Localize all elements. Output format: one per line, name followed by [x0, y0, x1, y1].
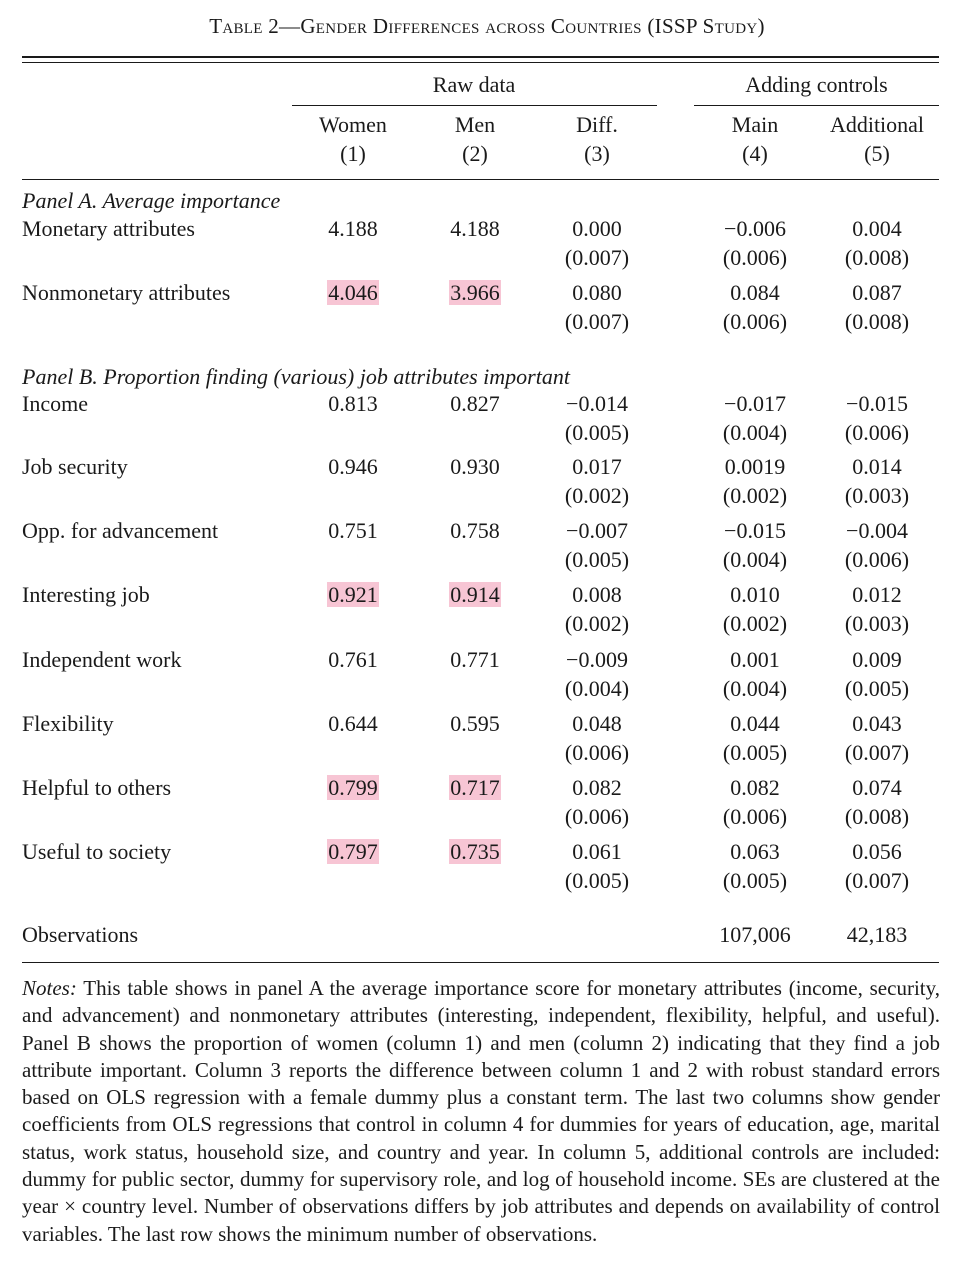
observations-label: Observations	[22, 922, 139, 947]
cell-women	[292, 391, 414, 417]
value-men: 0.595	[450, 711, 500, 736]
row-label: Interesting job	[22, 582, 150, 607]
cell-main: −0.017	[724, 391, 786, 416]
cell-women	[292, 582, 414, 608]
column-header-number: (2)	[462, 141, 488, 166]
cell-women	[292, 454, 414, 480]
cell-men	[414, 518, 536, 544]
row-label: Opp. for advancement	[22, 518, 219, 543]
value-men: 0.914	[450, 582, 500, 607]
value-men: 0.930	[450, 454, 500, 479]
value-women: 0.797	[328, 839, 378, 864]
row-label: Monetary attributes	[22, 216, 195, 241]
notes-body: This table shows in panel A the average importance score for monetary attributes (income, security, and advancement) and nonmonetary attributes (interesting, independent, flexibility, helpful, and useful). Panel B shows the proportion of women (column 1) and men (column 2) indicating that they find a job attribute important. Column 3 reports the difference between column 1 and 2 with robust standard errors based on OLS regression with a female dummy plus a constant term. The last two columns show gender coefficients from OLS regressions that control in column 4 for dummies for years of education, age, marital status, work status, household size, and country and year. In column 5, additional controls are included: dummy for public sector, dummy for supervisory role, and log of household income. SEs are clustered at the year × country level. Number of observations differs by job attributes and depends on availability of control variables. The last row shows the minimum number of observations.	[22, 976, 940, 1246]
cell-add-se: (0.008)	[844, 245, 910, 270]
cell-main-se: (0.006)	[722, 309, 788, 334]
cell-diff-se: (0.004)	[564, 676, 630, 701]
cell-main-se: (0.002)	[722, 611, 788, 636]
cell-diff: 0.061	[572, 839, 622, 864]
notes-lead: Notes:	[22, 976, 77, 1000]
column-header-label: Diff.	[576, 112, 618, 137]
cell-diff-se: (0.006)	[564, 740, 630, 765]
value-women: 0.946	[328, 454, 378, 479]
column-header-label: Women	[319, 112, 387, 137]
cell-diff-se: (0.007)	[564, 245, 630, 270]
column-header-label: Additional	[829, 112, 925, 137]
cell-main: 0.084	[730, 280, 780, 305]
cell-main: 0.063	[730, 839, 780, 864]
row-label: Independent work	[22, 647, 182, 672]
cell-diff: −0.007	[566, 518, 628, 543]
row-label: Flexibility	[22, 711, 114, 736]
cell-diff-se: (0.005)	[564, 868, 630, 893]
cell-main: −0.006	[724, 216, 786, 241]
cell-add-se: (0.003)	[844, 611, 910, 636]
cell-add-se: (0.007)	[844, 740, 910, 765]
cell-add: 0.012	[852, 582, 902, 607]
cell-women	[292, 518, 414, 544]
row-label: Income	[22, 391, 88, 416]
cell-men	[414, 391, 536, 417]
cell-diff: 0.008	[572, 582, 622, 607]
cell-men	[414, 454, 536, 480]
group-header-raw: Raw data	[432, 72, 516, 97]
cell-add-se: (0.006)	[844, 547, 910, 572]
value-women: 0.813	[328, 391, 378, 416]
cell-main-se: (0.006)	[722, 804, 788, 829]
value-women: 0.921	[328, 582, 378, 607]
cell-main: 0.0019	[724, 454, 786, 479]
cell-diff-se: (0.002)	[564, 611, 630, 636]
cell-main: −0.015	[724, 518, 786, 543]
cell-diff: −0.014	[566, 391, 628, 416]
cell-men	[414, 280, 536, 306]
top-rule	[22, 56, 939, 58]
value-women: 4.188	[328, 216, 378, 241]
cell-add: −0.015	[846, 391, 908, 416]
observations-additional: 42,183	[846, 922, 908, 947]
row-label: Nonmonetary attributes	[22, 280, 231, 305]
cell-women	[292, 711, 414, 737]
raw-data-underline	[292, 105, 657, 106]
value-men: 0.717	[450, 775, 500, 800]
cell-women	[292, 647, 414, 673]
row-label: Useful to society	[22, 839, 172, 864]
panel-a-title: Panel A. Average importance	[22, 188, 281, 213]
value-women: 0.644	[328, 711, 378, 736]
cell-diff-se: (0.007)	[564, 309, 630, 334]
cell-main-se: (0.002)	[722, 483, 788, 508]
cell-women	[292, 216, 414, 242]
cell-diff: 0.080	[572, 280, 622, 305]
cell-diff: −0.009	[566, 647, 628, 672]
cell-main-se: (0.004)	[722, 547, 788, 572]
cell-add-se: (0.005)	[844, 676, 910, 701]
cell-men	[414, 839, 536, 865]
value-men: 4.188	[450, 216, 500, 241]
cell-men	[414, 647, 536, 673]
value-men: 0.827	[450, 391, 500, 416]
cell-add: −0.004	[846, 518, 908, 543]
cell-main-se: (0.006)	[722, 245, 788, 270]
column-header-number: (3)	[584, 141, 610, 166]
column-header-number: (5)	[864, 141, 890, 166]
cell-men	[414, 216, 536, 242]
cell-main: 0.001	[730, 647, 780, 672]
controls-underline	[694, 105, 939, 106]
cell-add: 0.009	[852, 647, 902, 672]
bottom-rule	[22, 962, 939, 963]
cell-men	[414, 582, 536, 608]
cell-men	[414, 775, 536, 801]
table-notes	[22, 975, 940, 1248]
value-women: 0.761	[328, 647, 378, 672]
cell-diff-se: (0.005)	[564, 420, 630, 445]
cell-add-se: (0.003)	[844, 483, 910, 508]
cell-main-se: (0.004)	[722, 420, 788, 445]
cell-main-se: (0.005)	[722, 740, 788, 765]
cell-diff: 0.048	[572, 711, 622, 736]
value-men: 0.735	[450, 839, 500, 864]
cell-diff-se: (0.002)	[564, 483, 630, 508]
row-label: Job security	[22, 454, 128, 479]
value-men: 0.771	[450, 647, 500, 672]
cell-add-se: (0.008)	[844, 309, 910, 334]
column-header-label: Men	[454, 112, 496, 137]
cell-main-se: (0.004)	[722, 676, 788, 701]
cell-women	[292, 775, 414, 801]
observations-main: 107,006	[719, 922, 791, 947]
cell-diff-se: (0.005)	[564, 547, 630, 572]
cell-add: 0.074	[852, 775, 902, 800]
group-header-controls: Adding controls	[745, 72, 888, 97]
value-women: 4.046	[328, 280, 378, 305]
cell-diff: 0.000	[572, 216, 622, 241]
cell-main: 0.082	[730, 775, 780, 800]
cell-diff-se: (0.006)	[564, 804, 630, 829]
cell-diff: 0.082	[572, 775, 622, 800]
cell-add: 0.014	[852, 454, 902, 479]
cell-main: 0.010	[730, 582, 780, 607]
cell-main-se: (0.005)	[722, 868, 788, 893]
cell-diff: 0.017	[572, 454, 622, 479]
column-header-label: Main	[731, 112, 779, 137]
column-header-number: (4)	[742, 141, 768, 166]
cell-add: 0.043	[852, 711, 902, 736]
value-women: 0.799	[328, 775, 378, 800]
value-women: 0.751	[328, 518, 378, 543]
cell-add: 0.056	[852, 839, 902, 864]
cell-add-se: (0.007)	[844, 868, 910, 893]
top-rule-second	[22, 62, 939, 63]
column-header-number: (1)	[340, 141, 366, 166]
cell-women	[292, 839, 414, 865]
cell-add: 0.087	[852, 280, 902, 305]
cell-add-se: (0.008)	[844, 804, 910, 829]
cell-main: 0.044	[730, 711, 780, 736]
value-men: 3.966	[450, 280, 500, 305]
header-bottom-rule	[22, 179, 939, 180]
panel-b-title: Panel B. Proportion finding (various) job attributes important	[22, 364, 570, 389]
cell-women	[292, 280, 414, 306]
value-men: 0.758	[450, 518, 500, 543]
cell-add: 0.004	[852, 216, 902, 241]
table-title: Table 2—Gender Differences across Countries (ISSP Study)	[209, 14, 765, 38]
cell-men	[414, 711, 536, 737]
row-label: Helpful to others	[22, 775, 172, 800]
cell-add-se: (0.006)	[844, 420, 910, 445]
